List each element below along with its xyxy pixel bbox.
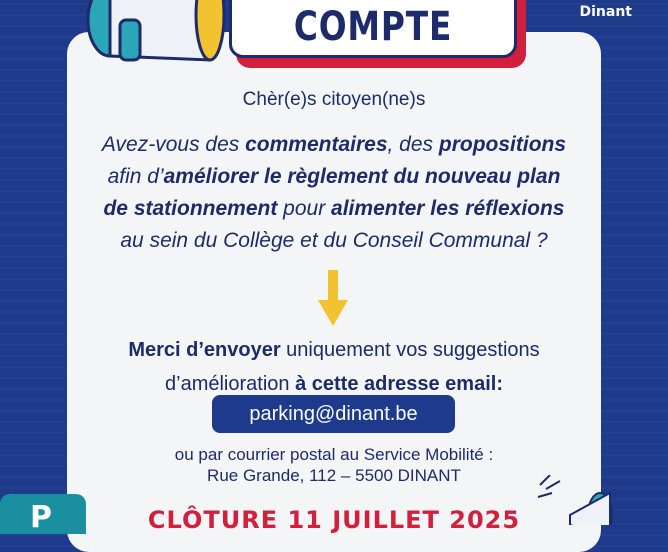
brand-logo-text: Dinant: [579, 4, 632, 20]
question-paragraph: Avez-vous des commentaires, des propositions afin d’améliorer le règlement du nouveau plan de stationnement pour alimenter les réflexions au sein du Collège et du Conseil Communal ?: [101, 133, 567, 252]
postal-address: ou par courrier postal au Service Mobilité : Rue Grande, 112 – 5500 DINANT: [174, 445, 494, 485]
arrow-down-icon: [318, 270, 348, 326]
page-title: COMPTE: [293, 4, 453, 50]
instruction-text: Merci d’envoyer uniquement vos suggestions d’amélioration à cette adresse email:: [128, 339, 540, 395]
megaphone-small-icon: [530, 475, 640, 525]
parking-letter: P: [30, 500, 52, 535]
parking-logo: [0, 494, 86, 534]
greeting: Chèr(e)s citoyen(ne)s: [242, 89, 426, 110]
megaphone-icon: [40, 0, 240, 90]
closing-date: CLÔTURE 11 JUILLET 2025: [147, 506, 521, 534]
email-address[interactable]: parking@dinant.be: [212, 395, 455, 433]
